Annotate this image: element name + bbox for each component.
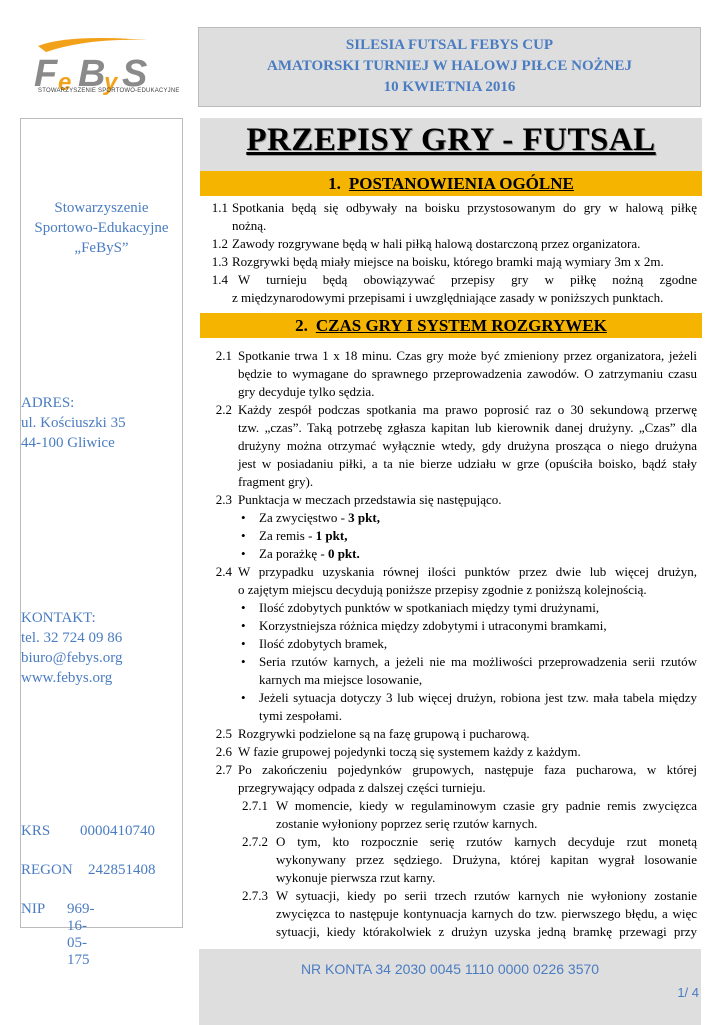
point-number: 2.5 (215, 726, 232, 741)
paragraph-line: będzie to wymagane do sprawnego przeprowadzenia zawodów. O zatrzymaniu czasu (238, 366, 697, 381)
sidebar-address (21, 393, 126, 453)
paragraph-line: W turnieju będą obowiązywać przepisy gry w piłkę nożną zgodne (238, 272, 697, 287)
paragraph-line: Punktacja w meczach przedstawia się następująco. (238, 492, 502, 507)
nip-label: NIP (21, 901, 46, 917)
paragraph-line: zwycięzca to następuje kontynuacja karnych do tzw. pierwszego błędu, a więc (276, 906, 697, 921)
point-number: 1.4 (211, 272, 228, 287)
nip-row (21, 901, 95, 968)
regon-row (21, 862, 156, 879)
list-item: • Ilość zdobytych bramek, (259, 635, 697, 653)
svg-text:e: e (58, 69, 72, 96)
regon-label: REGON (21, 862, 73, 878)
section-number: 1. (328, 174, 341, 193)
page-number: 1/ 4 (677, 985, 699, 1000)
sidebar-contact (21, 608, 122, 688)
section-1-heading (200, 171, 702, 196)
subpoint-number: 2.7.1 (242, 798, 268, 813)
section-number: 2. (295, 316, 308, 335)
svg-text:S: S (122, 53, 148, 95)
paragraph-line: W przypadku uzyskania równej ilości punktów przez dwie lub więcej drużyn, (238, 564, 697, 579)
point-number: 2.2 (215, 402, 232, 417)
contact-email[interactable]: biuro@febys.org (21, 650, 123, 666)
org-line: Stowarzyszenie (54, 200, 149, 216)
contact-website[interactable]: www.febys.org (21, 670, 113, 686)
regon-value: 242851408 (88, 862, 156, 878)
nip-value: 969-16-05-175 (67, 901, 95, 968)
paragraph-line: Po zakończeniu pojedynków grupowych, następuje faza pucharowa, w której (238, 762, 697, 777)
paragraph-line: gry decyduje tylko sędzia. (238, 384, 375, 399)
paragraph-line: Rozgrywki będą miały miejsce na boisku, którego bramki mają wymiary 3m x 2m. (232, 254, 664, 269)
paragraph-line: o zajętym miejscu decydują poniższe przepisy zgodnie z poniższą kolejnością. (238, 582, 647, 597)
paragraph-line: zostanie wyłoniony poprzez serię rzutów karnych. (276, 816, 538, 831)
paragraph-line: drużyny można otrzymać wyłącznie wtedy, gdy drużyna prosząca o niego drużyna (238, 438, 697, 453)
svg-text:F: F (34, 53, 58, 95)
list-item (259, 509, 697, 527)
paragraph-line: wykonuje pierwsza rzut karny. (276, 870, 436, 885)
point-number: 1.3 (211, 254, 228, 269)
point-number: 2.6 (215, 744, 232, 759)
list-item-text: Za zwycięstwo - (259, 510, 349, 525)
list-item-points: 3 pkt, (348, 510, 380, 525)
point-number: 2.3 (215, 492, 232, 507)
sidebar-organization (20, 198, 183, 258)
paragraph-line: nożną. (232, 218, 267, 233)
list-item: • Jeżeli sytuacja dotyczy 3 lub więcej drużyn, robiona jest tzw. mała tabela między (259, 689, 697, 707)
svg-text:y: y (104, 69, 118, 96)
paragraph-line: W sytuacji, kiedy po serii trzech rzutów karnych nie wyłoniony zostanie (276, 888, 697, 903)
paragraph-line: W fazie grupowej pojedynki toczą się systemem każdy z każdym. (238, 744, 581, 759)
list-item-points: 1 pkt, (315, 528, 348, 543)
point-number: 2.4 (215, 564, 232, 579)
krs-value: 0000410740 (80, 823, 155, 839)
event-header (198, 27, 701, 107)
paragraph-line: Zawody rozgrywane będą w hali piłką halową dostarczoną przez organizatora. (232, 236, 641, 251)
header-line-3: 10 KWIETNIA 2016 (383, 79, 516, 95)
paragraph-line: fragment gry). (238, 474, 314, 489)
svg-text:B: B (78, 53, 106, 95)
list-item-points: 0 pkt. (327, 546, 360, 561)
paragraph-line: jest w posiadaniu piłki, a ta nie bierze udziału w grze (opuściła boisko, bądź stały (238, 456, 697, 471)
contact-label: KONTAKT: (21, 610, 96, 626)
paragraph-line: Rozgrywki podzielone są na fazę grupową i pucharową. (238, 726, 530, 741)
paragraph-line: W momencie, kiedy w regulaminowym czasie gry padnie remis zwycięzca (276, 798, 697, 813)
section-2-heading (200, 313, 702, 338)
krs-row (21, 823, 155, 840)
paragraph-line: O tym, kto rozpocznie serię rzutów karnych decyduje rzut monetą (276, 834, 697, 849)
point-number: 2.7 (215, 762, 232, 777)
logo-subtitle: STOWARZYSZENIE SPORTOWO-EDUKACYJNE (38, 88, 180, 94)
krs-label: KRS (21, 823, 51, 839)
header-line-2: AMATORSKI TURNIEJ W HALOWJ PIŁCE NOŻNEJ (267, 58, 632, 74)
list-item: • Korzystniejsza różnica między zdobytymi i utraconymi bramkami, (259, 617, 697, 635)
list-item: • Ilość zdobytych punktów w spotkaniach między tymi drużynami, (259, 599, 697, 617)
list-item-text: Za porażkę - (259, 546, 328, 561)
contact-phone: tel. 32 724 09 86 (21, 630, 123, 646)
paragraph-line: Spotkania będą się odbywały na boisku przystosowanym do gry w halową piłkę (232, 200, 697, 215)
header-line-1: SILESIA FUTSAL FEBYS CUP (345, 37, 554, 53)
paragraph-line: tzw. „czas”. Taką potrzebę zgłasza kapitan lub kierownik danej drużyny. „Czas” dla (238, 420, 697, 435)
address-street: ul. Kościuszki 35 (21, 415, 126, 431)
list-item-text: Za remis - (259, 528, 316, 543)
subpoint-number: 2.7.2 (242, 834, 268, 849)
org-line: „FeByS” (74, 240, 129, 256)
paragraph-line: z międzynarodowymi przepisami i uwzględniające zasady w poniższych punktach. (232, 290, 664, 305)
org-line: Sportowo-Edukacyjne (34, 220, 169, 236)
section-title: CZAS GRY I SYSTEM ROZGRYWEK (315, 316, 607, 335)
paragraph-line: Każdy zespół podczas spotkania ma prawo poprosić raz o 30 sekundową przerwę (238, 402, 697, 417)
point-number: 2.1 (215, 348, 232, 363)
point-number: 1.1 (211, 200, 228, 215)
bank-account: NR KONTA 34 2030 0045 1110 0000 0226 3570 (300, 961, 600, 977)
paragraph-line: wykonywany przez sędziego. Drużyna, której kapitan wygrał losowanie (276, 852, 697, 867)
address-city: 44-100 Gliwice (21, 435, 115, 451)
section-title: POSTANOWIENIA OGÓLNE (348, 174, 574, 193)
list-item (259, 545, 697, 563)
paragraph-line: przegrywający odpada z dalszej części turnieju. (238, 780, 486, 795)
paragraph-line: sytuacji, kiedy którakolwiek z drużyn uzyska jedną bramkę przewagi przy (276, 924, 697, 939)
subpoint-number: 2.7.3 (242, 888, 268, 903)
list-item-continuation: tymi zespołami. (259, 708, 343, 723)
list-item (259, 527, 697, 545)
list-item-continuation: karnych ma miejsce losowanie, (259, 672, 423, 687)
point-number: 1.2 (211, 236, 228, 251)
address-label: ADRES: (21, 395, 75, 411)
list-item: • Seria rzutów karnych, a jeżeli nie ma możliwości przeprowadzenia serii rzutów (259, 653, 697, 671)
page-title: PRZEPISY GRY - FUTSAL (246, 122, 656, 158)
paragraph-line: Spotkanie trwa 1 x 18 minu. Czas gry może być zmieniony przez organizatora, jeżeli (238, 348, 697, 363)
